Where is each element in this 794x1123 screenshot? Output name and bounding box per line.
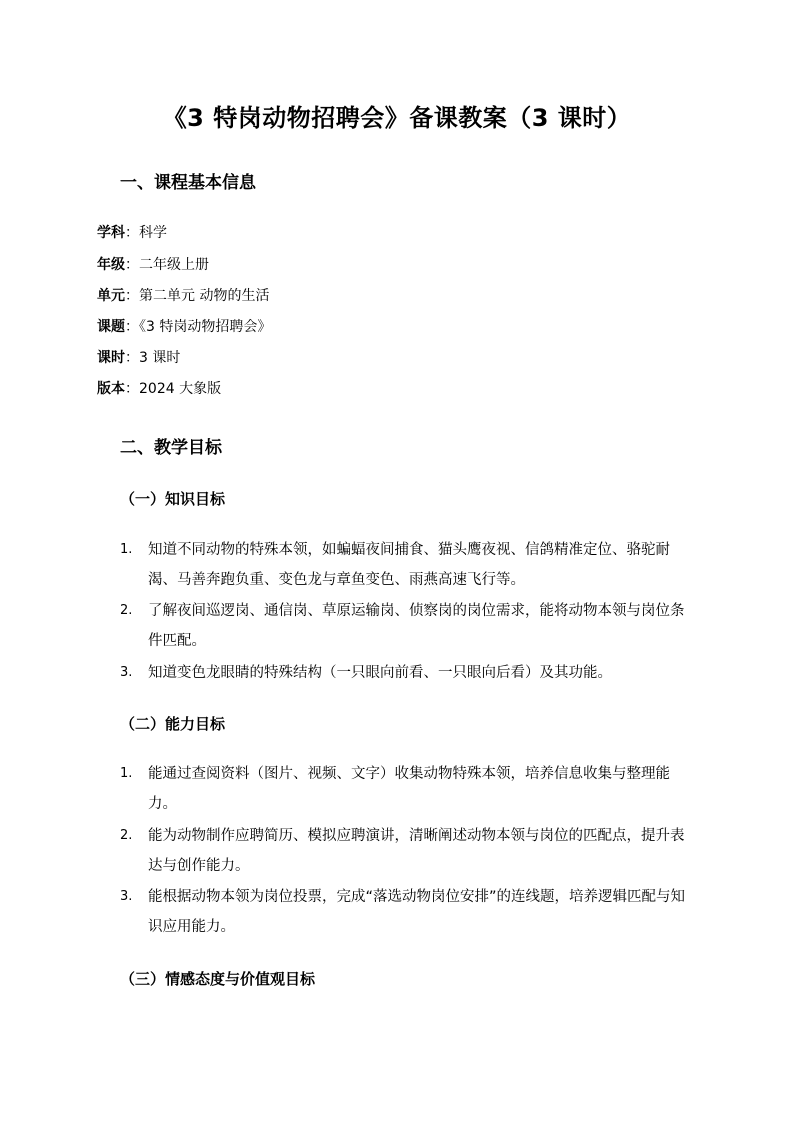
info-sep: ： bbox=[125, 350, 139, 366]
info-sep: ： bbox=[125, 381, 139, 397]
info-value: 《3 特岗动物招聘会》 bbox=[139, 319, 272, 335]
item-text: 能通过查阅资料（图片、视频、文字）收集动物特殊本领，培养信息收集与整理能力。 bbox=[148, 766, 670, 812]
info-value: 3 课时 bbox=[139, 350, 181, 366]
info-row-unit bbox=[97, 285, 269, 305]
info-key: 年级 bbox=[97, 257, 125, 273]
item-number: 3. bbox=[120, 665, 133, 680]
info-row-periods bbox=[97, 347, 180, 367]
item-number: 2. bbox=[120, 828, 133, 843]
list-item bbox=[120, 596, 690, 656]
info-sep: ： bbox=[125, 288, 139, 304]
info-row-topic bbox=[97, 316, 271, 336]
info-value: 第二单元 动物的生活 bbox=[139, 288, 270, 304]
list-item bbox=[120, 535, 690, 595]
info-key: 单元 bbox=[97, 288, 125, 304]
item-number: 1. bbox=[120, 766, 133, 781]
info-key: 学科 bbox=[97, 225, 125, 241]
list-item bbox=[120, 658, 690, 688]
item-text: 知道变色龙眼睛的特殊结构（一只眼向前看、一只眼向后看）及其功能。 bbox=[148, 665, 612, 681]
list-item bbox=[120, 821, 690, 881]
item-text: 能为动物制作应聘简历、模拟应聘演讲，清晰阐述动物本领与岗位的匹配点，提升表达与创作能力。 bbox=[148, 828, 685, 874]
item-number: 2. bbox=[120, 603, 133, 618]
info-value: 2024 大象版 bbox=[139, 381, 222, 397]
info-value: 二年级上册 bbox=[139, 257, 209, 273]
item-text: 知道不同动物的特殊本领，如蝙蝠夜间捕食、猫头鹰夜视、信鸽精准定位、骆驼耐渴、马善奔跑负重、变色龙与章鱼变色、雨燕高速飞行等。 bbox=[148, 542, 670, 588]
item-number: 1. bbox=[120, 542, 133, 557]
info-row-grade bbox=[97, 254, 209, 274]
item-text: 了解夜间巡逻岗、通信岗、草原运输岗、侦察岗的岗位需求，能将动物本领与岗位条件匹配。 bbox=[148, 603, 685, 649]
info-value: 科学 bbox=[139, 225, 167, 241]
info-row-subject bbox=[97, 222, 167, 242]
list-item bbox=[120, 759, 690, 819]
info-sep: ： bbox=[125, 319, 139, 335]
subsection-heading-ability: （二）能力目标 bbox=[120, 715, 226, 733]
subsection-heading-values: （三）情感态度与价值观目标 bbox=[120, 970, 316, 988]
list-item bbox=[120, 882, 690, 942]
info-key: 课题 bbox=[97, 319, 125, 335]
item-text: 能根据动物本领为岗位投票，完成“落选动物岗位安排”的连线题，培养逻辑匹配与知识应用能力。 bbox=[148, 889, 686, 935]
info-row-edition bbox=[97, 378, 221, 398]
info-key: 版本 bbox=[97, 381, 125, 397]
item-number: 3. bbox=[120, 889, 133, 904]
document-title: 《3 特岗动物招聘会》备课教案（3 课时） bbox=[162, 104, 632, 132]
section-heading-course-info: 一、课程基本信息 bbox=[120, 173, 256, 193]
section-heading-objectives: 二、教学目标 bbox=[120, 438, 222, 458]
subsection-heading-knowledge: （一）知识目标 bbox=[120, 490, 226, 508]
info-key: 课时 bbox=[97, 350, 125, 366]
info-sep: ： bbox=[125, 225, 139, 241]
info-sep: ： bbox=[125, 257, 139, 273]
